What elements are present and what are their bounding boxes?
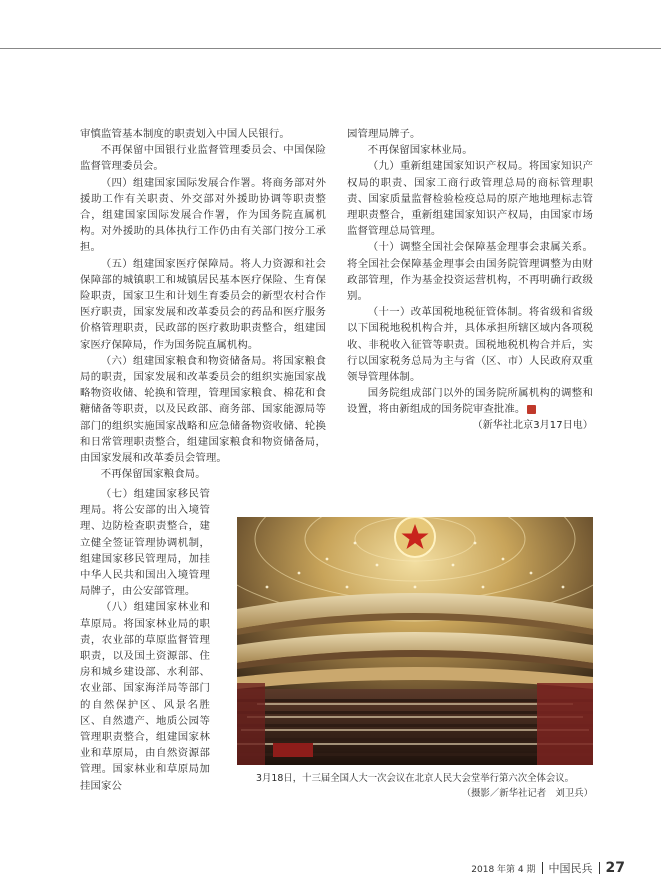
photo-caption (237, 771, 593, 801)
paragraph: （十一）改革国税地税征管体制。将省级和省级以下国税地税机构合并，具体承担所辖区域内各项税收、非税收入征管等职责。国税地税机构合并后，实行以国家税务总局为主与省（区、市）人民政府双重领导管理体制。 (347, 306, 593, 384)
issue-label: 2018 年第 4 期 (471, 864, 536, 875)
paragraph: （四）组建国家国际发展合作署。将商务部对外援助工作有关职责、外交部对外援助协调等职责整合，组建国家国际发展合作署，作为国务院直属机构。对外援助的具体执行工作仍由有关部门按分工承担。 (80, 176, 326, 254)
paragraph-text: 国务院组成部门以外的国务院所属机构的调整和设置，将由新组成的国务院审查批准。 (347, 387, 593, 416)
right-column (347, 126, 593, 434)
paragraph: （七）组建国家移民管理局。将公安部的出入境管理、边防检查职责整合，建立健全签证管理协调机制，组建国家移民管理局，加挂中华人民共和国出入境管理局牌子，由公安部管理。 (80, 488, 210, 598)
footer-divider (599, 862, 600, 874)
paragraph: （五）组建国家医疗保障局。将人力资源和社会保障部的城镇职工和城镇居民基本医疗保险、生育保险职责，国家卫生和计划生育委员会的新型农村合作医疗职责，国家发展和改革委员会的药品和医疗服务价格管理职责，民政部的医疗救助职责整合，组建国家医疗保障局，作为国务院直属机构。 (80, 257, 326, 351)
paragraph (347, 385, 593, 417)
dateline: （新华社北京3月17日电） (472, 419, 593, 431)
header-rule (0, 48, 661, 49)
assembly-hall-illustration (237, 517, 593, 765)
paragraph: 园管理局牌子。 (347, 128, 421, 140)
paragraph: （九）重新组建国家知识产权局。将国家知识产权局的职责、国家工商行政管理总局的商标管理职责、国家质量监督检验检疫总局的原产地地理标志管理职责整合，重新组建国家知识产权局，由国家市场监督管理总局管理。 (347, 160, 593, 238)
paragraph: 不再保留国家林业局。 (367, 144, 473, 157)
caption-text: 3月18日，十三届全国人大一次会议在北京人民大会堂举行第六次全体会议。 (256, 773, 574, 784)
photo-great-hall (237, 517, 593, 765)
footer-divider (542, 862, 543, 874)
magazine-name: 中国民兵 (548, 862, 593, 875)
article-end-icon: ■ (527, 405, 536, 414)
paragraph: 审慎监管基本制度的职责划入中国人民银行。 (80, 128, 290, 140)
page-footer (471, 860, 625, 876)
paragraph: 不再保留国家粮食局。 (100, 468, 206, 481)
paragraph: 不再保留中国银行业监督管理委员会、中国保险监督管理委员会。 (80, 144, 326, 173)
left-column-narrow (80, 486, 210, 794)
paragraph: （六）组建国家粮食和物资储备局。将国家粮食局的职责，国家发展和改革委员会的组织实施国家战略物资收储、轮换和管理，管理国家粮食、棉花和食糖储备等职责，以及民政部、商务部、国家能源局等部门的组织实施国家战略和应急储备物资收储、轮换和日常管理职责整合，组建国家粮食和物资储备局，由国家发展和改革委员会管理。 (80, 354, 326, 465)
paragraph: （八）组建国家林业和草原局。将国家林业局的职责，农业部的草原监督管理职责，以及国土资源部、住房和城乡建设部、水利部、农业部、国家海洋局等部门的自然保护区、风景名胜区、自然遗产、地质公园等管理职责整合，组建国家林业和草原局，由自然资源部管理。国家林业和草原局加挂国家公 (80, 601, 210, 792)
paragraph: （十）调整全国社会保障基金理事会隶属关系。将全国社会保障基金理事会由国务院管理调整为由财政部管理，作为基金投资运营机构，不再明确行政级别。 (347, 241, 593, 303)
left-column-top (80, 126, 326, 482)
photo-credit: （摄影／新华社记者 刘卫兵） (461, 788, 593, 799)
page-number: 27 (605, 860, 625, 876)
